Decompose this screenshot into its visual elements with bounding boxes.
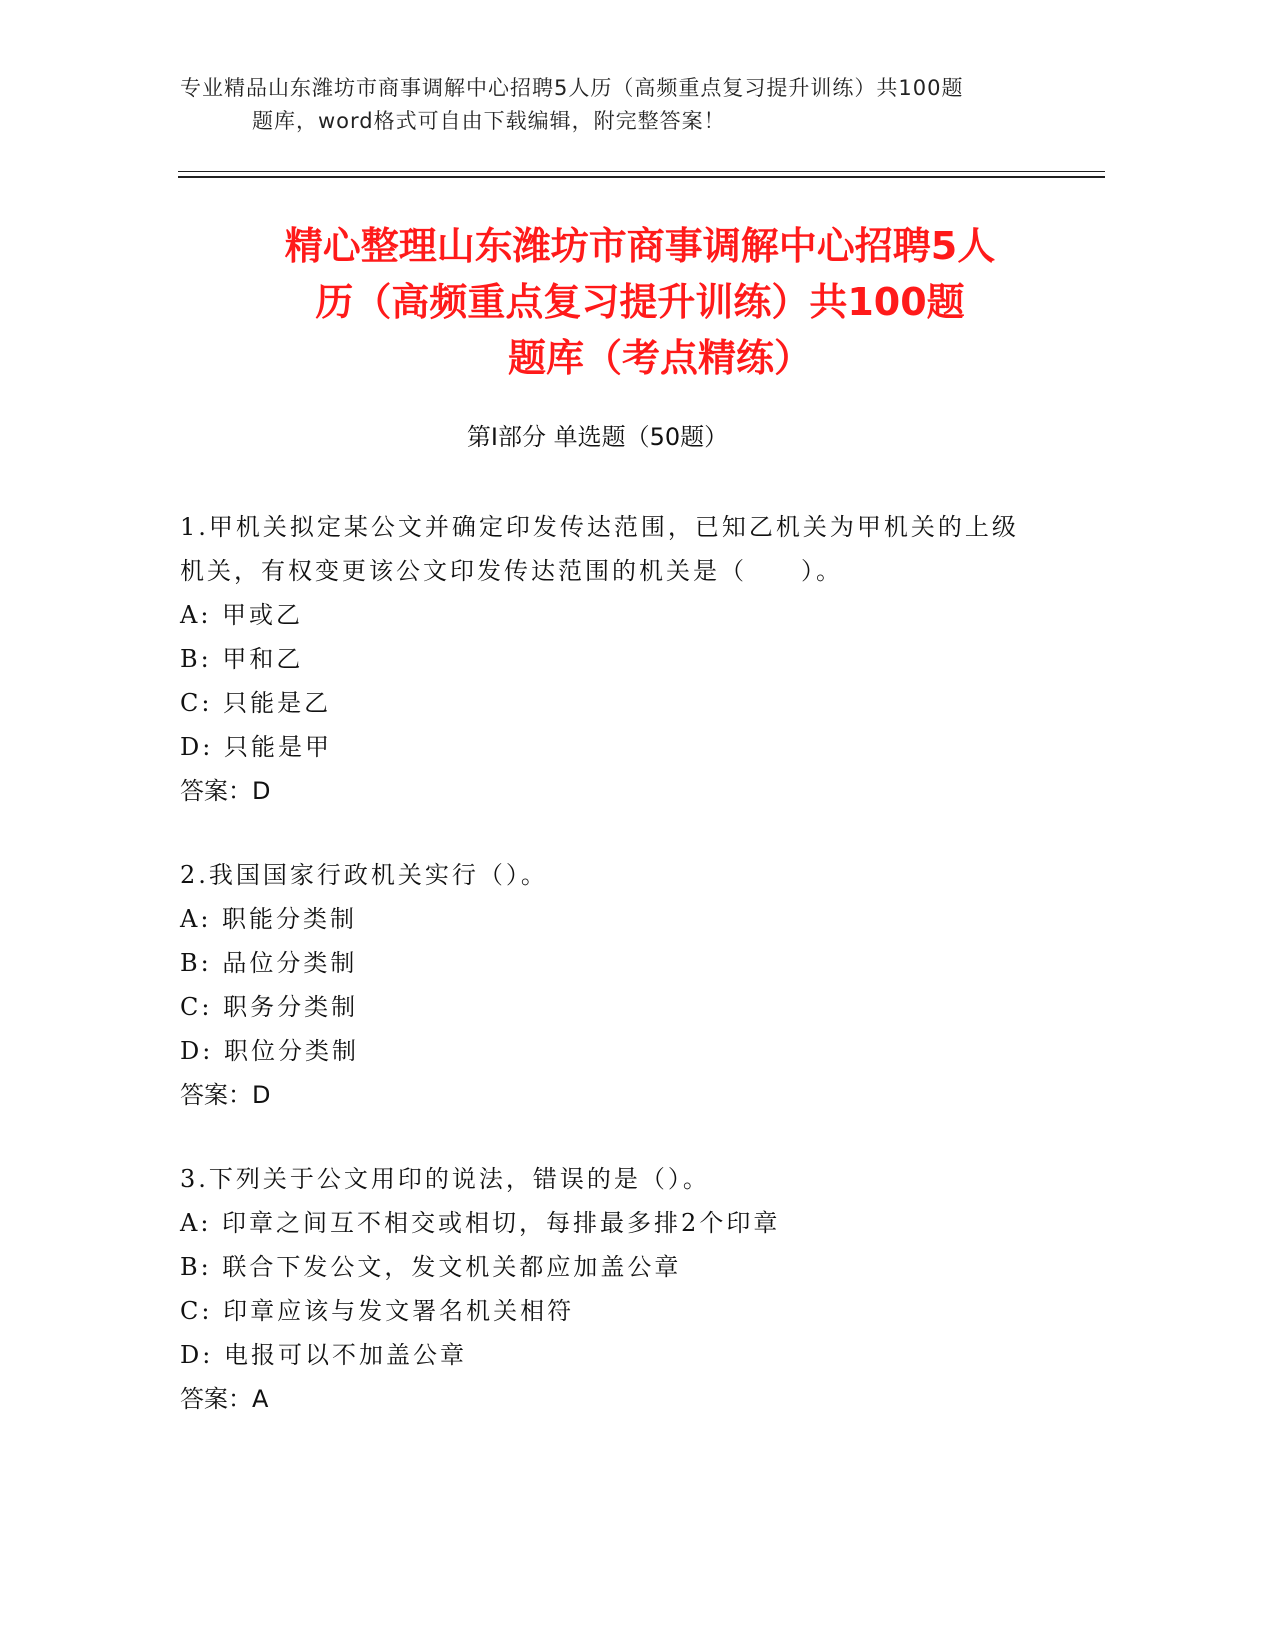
option-c: C: 只能是乙 xyxy=(180,689,332,717)
question-item xyxy=(180,853,1040,1117)
section-heading: 第Ⅰ部分 单选题（50题） xyxy=(466,423,729,451)
question-text: 2.我国国家行政机关实行（）。 xyxy=(180,861,548,889)
title-line-3: 题库（考点精练） xyxy=(507,336,812,380)
option-c: C: 印章应该与发文署名机关相符 xyxy=(180,1297,575,1325)
header-divider-thick xyxy=(178,176,1105,178)
title-line-1: 精心整理山东潍坊市商事调解中心招聘5人 xyxy=(284,224,996,268)
option-d: D: 电报可以不加盖公章 xyxy=(180,1341,467,1369)
header-line-1: 专业精品山东潍坊市商事调解中心招聘5人历（高频重点复习提升训练）共100题 xyxy=(180,76,964,100)
option-d: D: 只能是甲 xyxy=(180,733,332,761)
answer-line: 答案：D xyxy=(180,777,271,805)
header-line-2: 题库，word格式可自由下载编辑，附完整答案！ xyxy=(252,109,726,133)
option-a: A: 印章之间互不相交或相切，每排最多排2个印章 xyxy=(180,1209,781,1237)
question-item xyxy=(180,1157,1040,1421)
option-d: D: 职位分类制 xyxy=(180,1037,359,1065)
option-b: B: 联合下发公文，发文机关都应加盖公章 xyxy=(180,1253,682,1281)
option-a: A: 职能分类制 xyxy=(180,905,358,933)
title-line-2: 历（高频重点复习提升训练）共100题 xyxy=(315,280,965,324)
option-c: C: 职务分类制 xyxy=(180,993,359,1021)
question-text: 1.甲机关拟定某公文并确定印发传达范围，已知乙机关为甲机关的上级机关，有权变更该公文印发传达范围的机关是（ ）。 xyxy=(180,513,1019,585)
document-header xyxy=(180,72,1100,138)
document-title xyxy=(140,218,1140,386)
answer-line: 答案：A xyxy=(180,1385,269,1413)
option-b: B: 品位分类制 xyxy=(180,949,358,977)
question-text: 3.下列关于公文用印的说法，错误的是（）。 xyxy=(180,1165,710,1193)
option-b: B: 甲和乙 xyxy=(180,645,304,673)
question-list xyxy=(180,505,1040,1461)
header-divider-thin xyxy=(178,171,1105,172)
answer-line: 答案：D xyxy=(180,1081,271,1109)
option-a: A: 甲或乙 xyxy=(180,601,304,629)
question-item xyxy=(180,505,1040,813)
